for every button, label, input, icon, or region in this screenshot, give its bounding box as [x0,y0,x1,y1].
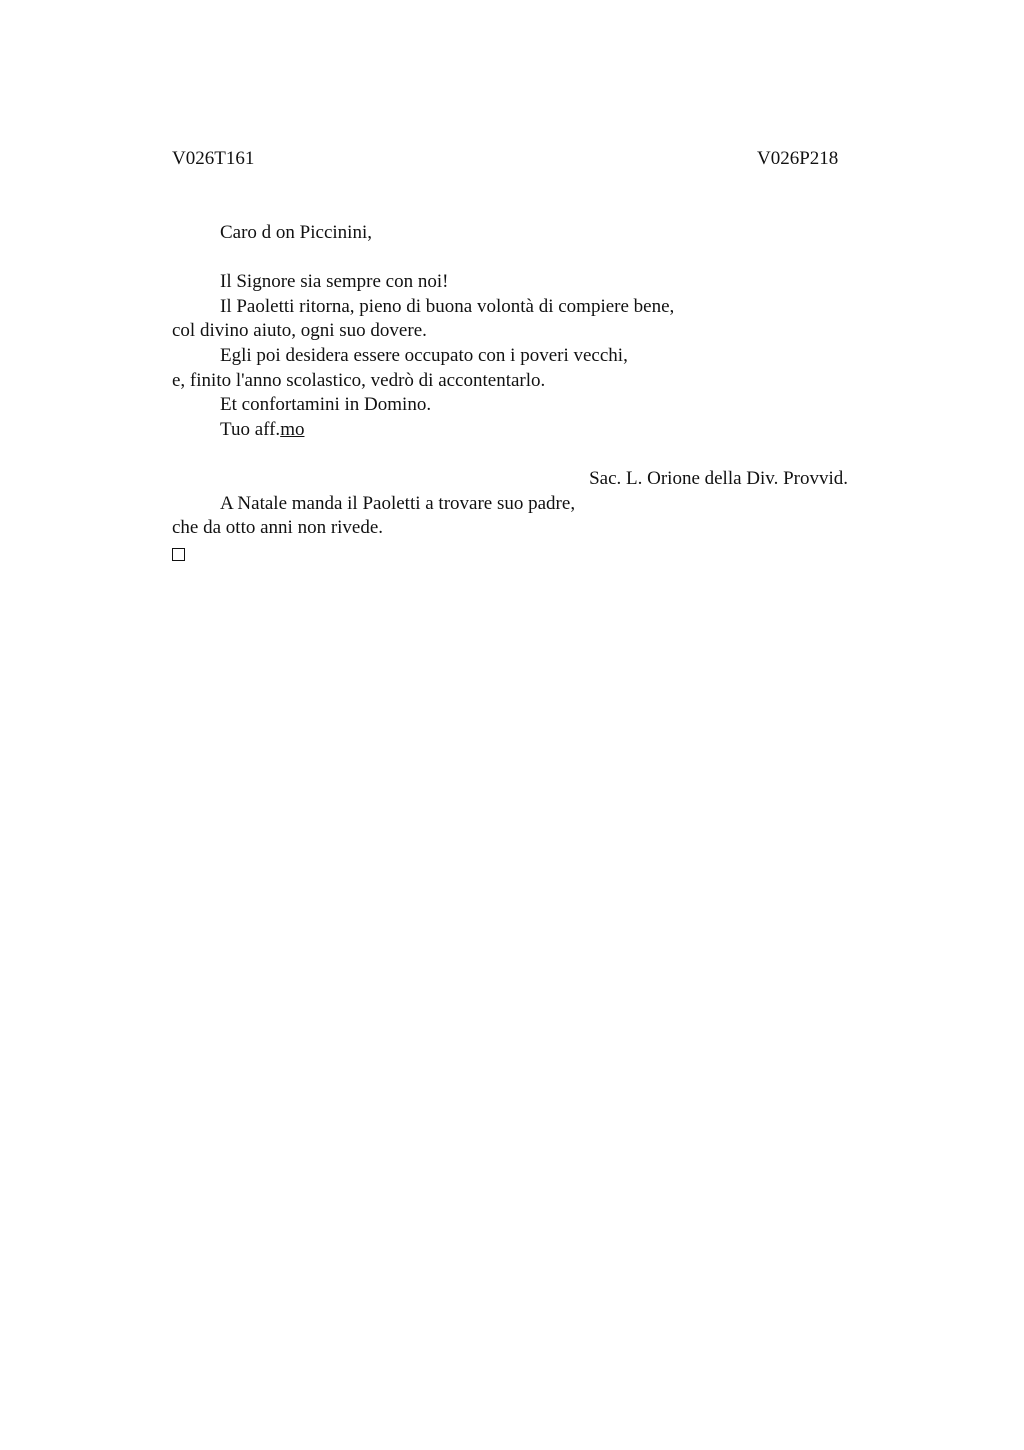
letter-body [172,221,872,565]
closing-abbreviation: mo [280,418,305,440]
document-code-right: V026P218 [757,148,839,169]
letter-salutation: Caro d on Piccinini, [220,222,372,243]
empty-square-icon [172,548,185,561]
letter-signature: Sac. L. Orione della Div. Provvid. [589,467,848,489]
letter-line: e, finito l'anno scolastico, vedrò di accontentarlo. [172,369,546,391]
end-marker-row [172,541,872,566]
letter-line: col divino aiuto, ogni suo dovere. [172,320,427,342]
letter-line: Il Paoletti ritorna, pieno di buona volontà di compiere bene, [220,295,675,317]
letter-line: Il Signore sia sempre con noi! [220,271,449,293]
postscript-line: che da otto anni non rivede. [172,517,384,539]
closing-prefix: Tuo aff. [220,418,281,440]
blank-line [172,442,872,467]
letter-line: Et confortamini in Domino. [220,394,432,416]
letter-closing [172,418,872,443]
postscript-line: A Natale manda il Paoletti a trovare suo padre, [220,492,576,514]
blank-line [172,246,872,271]
letter-line: Egli poi desidera essere occupato con i poveri vecchi, [220,344,628,366]
document-code-left: V026T161 [172,148,255,169]
